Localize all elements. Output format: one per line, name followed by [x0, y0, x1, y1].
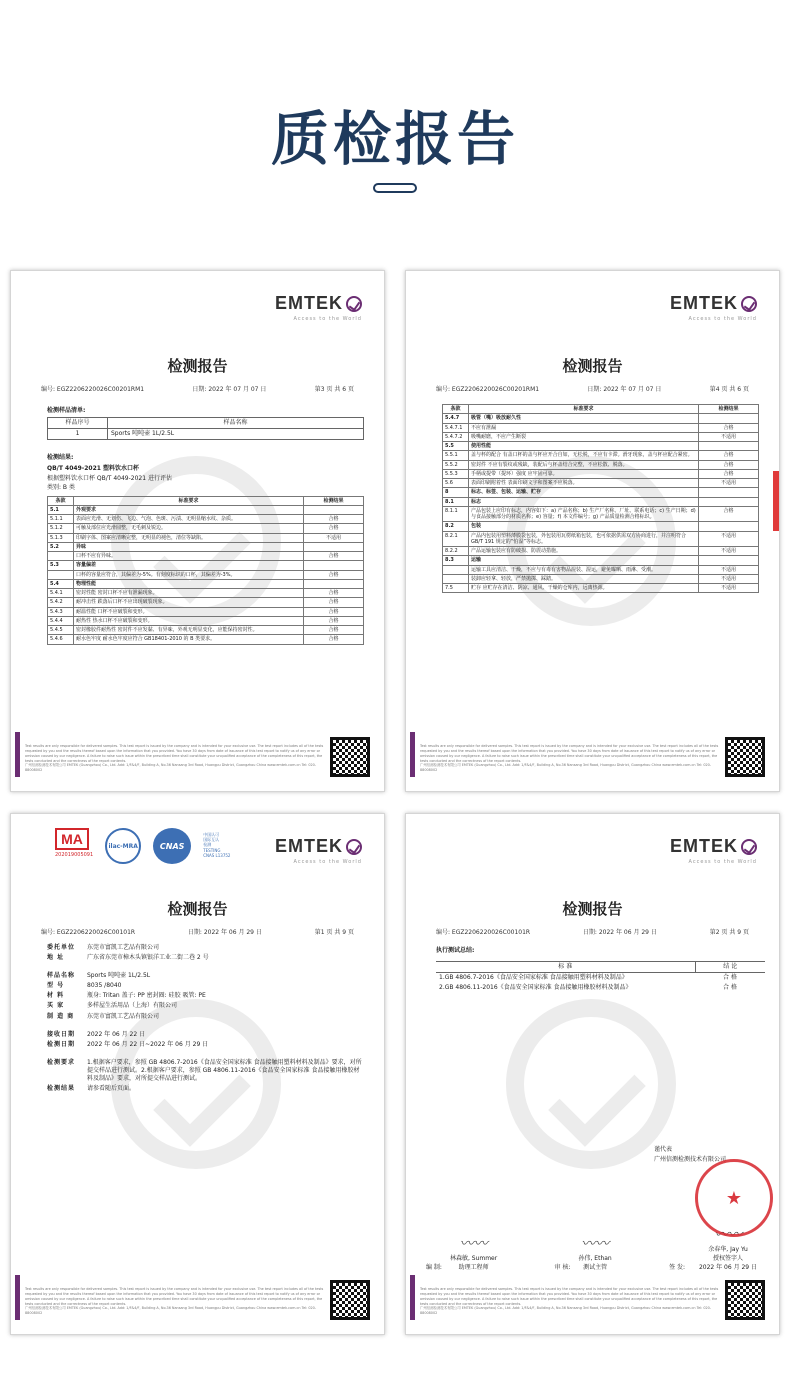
table-row: [48, 589, 364, 598]
table-cell: 合格: [304, 589, 364, 598]
field-row: [47, 1085, 364, 1093]
table-row: [443, 469, 759, 478]
table-row: [443, 423, 759, 432]
table-cell: 表面印刷附着性 表面印刷文字和图案不应脱落。: [469, 479, 699, 488]
reviewer-name: 孙伟, Ethan: [578, 1255, 612, 1262]
table-cell: 8.1: [443, 497, 469, 506]
field-label: 检测要求: [47, 1058, 76, 1066]
sign-date: 2022 年 06 月 29 日: [698, 1264, 758, 1271]
standard-name: QB/T 4049-2021 塑料饮水口杯: [47, 465, 140, 473]
field-row: [47, 992, 364, 1000]
table-cell: 合格: [304, 552, 364, 561]
report-page-number: 第1 页 共 9 页: [314, 929, 354, 936]
table-cell: 耐水色牢度 耐水色牢度应符合 GB18401-2010 的 B 类要求。: [74, 635, 304, 644]
compiler-label: 编 制:: [426, 1264, 442, 1271]
table-cell: 耐冲击性 跌落后口杯不应出现破裂现象。: [74, 598, 304, 607]
table-header: 检测结果: [699, 405, 759, 414]
table-cell: 不适用: [699, 584, 759, 593]
report-page-number: 第3 页 共 6 页: [314, 386, 354, 393]
table-row: [48, 579, 364, 588]
report-date: 日期: 2022 年 07 月 07 日: [192, 386, 267, 393]
table-cell: 密封件 不应有裂纹或残缺，装配后与杯盖结合完整，不应松散、脱落。: [469, 460, 699, 469]
table-row: [443, 547, 759, 556]
table-cell: 合格: [699, 423, 759, 432]
table-cell: 口杯不应有异味。: [74, 552, 304, 561]
cma-badge: MA 202019005091: [55, 828, 93, 858]
issuer-role: 授权签字人: [712, 1255, 743, 1262]
field-value: 2022 年 06 月 22 日: [87, 1030, 146, 1038]
doc-title: 检测报告: [562, 900, 623, 918]
table-cell: [443, 565, 469, 574]
field-value: 东莞市富凯工艺品有限公司: [87, 1012, 160, 1020]
table-cell: [699, 488, 759, 497]
table-header: 条款: [443, 405, 469, 414]
field-row: [47, 1013, 364, 1021]
table-cell: 合格: [304, 635, 364, 644]
field-value: 广东省东莞市樟木头镇银洋工业二街二巷 2 号: [87, 954, 209, 962]
stamp-edge: [773, 471, 779, 531]
table-cell: 物理性能: [74, 579, 304, 588]
table-cell: 5.1.2: [48, 524, 74, 533]
table-cell: 5.4.5: [48, 626, 74, 635]
cnas-icon: CNAS: [153, 828, 191, 864]
table-cell: 5.4.4: [48, 616, 74, 625]
table-cell: 8.1.1: [443, 506, 469, 522]
table-cell: 密封性能 密封口杯不应有泄漏现象。: [74, 589, 304, 598]
table-cell: 5.1: [48, 505, 74, 514]
on-behalf: 谨代表: [654, 1146, 673, 1153]
table-cell: 密封橡胶件耐热性 密封件不应发黏、有异味，外观无明显变化，应能保持密封性。: [74, 626, 304, 635]
table-row: [48, 533, 364, 542]
table-cell: 标志、标签、包装、运输、贮存: [469, 488, 699, 497]
table-cell: 不适用: [699, 565, 759, 574]
report-footer: Test results are only responsible for delivered samples. This test report is issued by the company and is intended for your exclusive use. The test report includes all of the tests requested by you and the results thereof based upon the information that you provided. You have 30 days from date of issuance of this test report to notify us of any error or omission caused by our negligence. A failure to raise such issue within the prescribed time shall constitute your unqualified acceptance of the completeness of this report, the tests conducted and the correctness of the report contents. 广州信测检测技术有限公司 EMTEK (Guangzhou) Co., Ltd. Add: 1/F&4/F, Building A, No.36 Nansang 3rd Road, Huangpu District, Guangzhou China www.emtek.com.cn Tel: 020-88008002: [11, 1272, 384, 1320]
reviewer-label: 审 核:: [554, 1264, 571, 1271]
table-cell: 8: [443, 488, 469, 497]
table-row: [443, 584, 759, 593]
table-cell: 合格: [304, 626, 364, 635]
field-label: 买 家: [47, 1002, 65, 1010]
qr-code-icon: [725, 1280, 765, 1320]
table-row: [48, 524, 364, 533]
report-meta: [41, 384, 354, 393]
table-cell: [304, 542, 364, 551]
table-cell: 合格: [304, 515, 364, 524]
field-row: [47, 972, 364, 980]
table-cell: 5.3: [48, 561, 74, 570]
field-label: 接收日期: [47, 1030, 76, 1038]
table-cell: 容量偏差: [74, 561, 304, 570]
doc-title: 检测报告: [562, 357, 623, 375]
ilac-mra-icon: ilac-MRA: [105, 828, 141, 864]
table-cell: 产品包装上应印有标志，内容如下：a) 产品名称；b) 生产厂名称、厂址、联系电话；c) 生产日期；d) 与食品接触部分的材质名称；e) 容量；f) 本文件编号；g) 产品质量检测合格标识。: [469, 506, 699, 522]
issuer-label: 签 发:: [669, 1264, 685, 1271]
field-row: [47, 982, 364, 990]
report-meta: [41, 927, 354, 936]
table-row: [48, 626, 364, 635]
table-cell: 盖与杯的配合 有盖口杯的盖与杯应开合自如，无松脱，不应有卡滞。滑牙现象，盖与杯应配合紧密。: [469, 451, 699, 460]
emtek-check-icon: [741, 839, 757, 855]
field-value: 8035 /8040: [87, 982, 122, 990]
table-cell: 印刷字体、图案应清晰完整，无明显的褪色，清位等缺陷。: [74, 533, 304, 542]
spec-table: [442, 404, 759, 593]
table-cell: 5.4.7: [443, 414, 469, 423]
table-cell: 合格: [304, 598, 364, 607]
table-cell: 5.4.1: [48, 589, 74, 598]
table-header: 标准要求: [74, 496, 304, 505]
field-label: 检测结果: [47, 1085, 76, 1093]
spec-table: [47, 496, 364, 645]
table-row: [443, 451, 759, 460]
doc-title: 检测报告: [167, 357, 228, 375]
table-header: 检测结果: [304, 496, 364, 505]
report-page-4: [405, 813, 780, 1335]
report-page-number: 第4 页 共 6 页: [709, 386, 749, 393]
report-date: 日期: 2022 年 06 月 29 日: [187, 929, 262, 936]
table-cell: 合格: [699, 451, 759, 460]
table-cell: [699, 556, 759, 565]
report-meta: [436, 384, 749, 393]
field-value: 请参看随后页面。: [87, 1085, 136, 1093]
table-cell: 5.1.1: [48, 515, 74, 524]
table-cell: 5.6: [443, 479, 469, 488]
report-meta: [436, 927, 749, 936]
table-cell: 5.4.2: [48, 598, 74, 607]
footer-bar: [410, 732, 415, 777]
table-cell: 5.1.3: [48, 533, 74, 542]
compiler-role: 助理工程师: [458, 1264, 489, 1271]
table-row: [443, 488, 759, 497]
summary-table: 标 准 结 论 1.GB 4806.7-2016《食品安全国家标准 食品接触用塑料材料及制品》 合 格 2.GB 4806.11-2016《食品安全国家标准 食品接触用橡胶材料及制品》 合 格: [436, 961, 765, 993]
table-cell: [699, 497, 759, 506]
table-row: [48, 561, 364, 570]
table-cell: 5.5.2: [443, 460, 469, 469]
report-date: 日期: 2022 年 06 月 29 日: [582, 929, 657, 936]
emtek-logo: EMTEK Access to the World: [275, 293, 362, 322]
table-cell: 使用性能: [469, 442, 699, 451]
report-number: 编号: EGZ2206220026C00201RM1: [41, 386, 145, 393]
table-row: [48, 598, 364, 607]
reviewer-signature-icon: 〰〰: [581, 1236, 610, 1252]
table-cell: 贮存 应贮存在清洁、阴凉、通风、干燥的仓库内，远离热源。: [469, 584, 699, 593]
table-cell: 合格: [304, 524, 364, 533]
qr-code-icon: [725, 737, 765, 777]
table-row: [443, 414, 759, 423]
table-row: [48, 515, 364, 524]
table-row: [48, 635, 364, 644]
table-header: 标准要求: [469, 405, 699, 414]
table-cell: 吸管（嘴）吸放耐久性: [469, 414, 699, 423]
result-title: 检测结果:: [47, 454, 74, 462]
table-row: [443, 565, 759, 574]
field-row: [47, 954, 364, 962]
table-cell: 包装: [469, 522, 699, 531]
table-cell: 合格: [304, 616, 364, 625]
emtek-logo: EMTEK Access to the World: [275, 836, 362, 865]
report-page-3: [10, 813, 385, 1335]
table-cell: [48, 552, 74, 561]
table-cell: 5.2: [48, 542, 74, 551]
table-cell: [304, 561, 364, 570]
emtek-logo: EMTEK Access to the World: [670, 293, 757, 322]
table-cell: [699, 414, 759, 423]
exec-summary-title: 执行测试总结:: [436, 947, 475, 954]
table-cell: [304, 505, 364, 514]
table-cell: 5.5.3: [443, 469, 469, 478]
table-cell: 标志: [469, 497, 699, 506]
footer-bar: [15, 732, 20, 777]
table-cell: 吸嘴耐磨，不应产生断裂: [469, 432, 699, 441]
table-row: [443, 497, 759, 506]
table-cell: 8.2.1: [443, 531, 469, 547]
table-row: [443, 460, 759, 469]
emtek-check-icon: [741, 296, 757, 312]
emtek-check-icon: [346, 839, 362, 855]
table-row: [48, 616, 364, 625]
table-row: [443, 506, 759, 522]
table-cell: [48, 570, 74, 579]
field-value: 多样屋生活用品（上海）有限公司: [87, 1002, 178, 1010]
cnas-info: 中国认可 国际互认 检测 TESTING CNAS L13752: [203, 832, 231, 858]
issuer-name: 余春华, Jay Yu: [708, 1246, 748, 1253]
footer-bar: [15, 1275, 20, 1320]
table-cell: 5.4: [48, 579, 74, 588]
table-cell: 外观要求: [74, 505, 304, 514]
footer-bar: [410, 1275, 415, 1320]
table-cell: 运输工具应清洁、干燥，不应与有毒有害物品混装、混运，避免曝晒、雨淋、受潮。: [469, 565, 699, 574]
report-footer: Test results are only responsible for delivered samples. This test report is issued by the company and is intended for your exclusive use. The test report includes all of the tests requested by you and the results thereof based upon the information that you provided. You have 30 days from date of issuance of this test report to notify us of any error or omission caused by our negligence. A failure to raise such issue within the prescribed time shall constitute your unqualified acceptance of the completeness of this report, the tests conducted and the correctness of the report contents. 广州信测检测技术有限公司 EMTEK (Guangzhou) Co., Ltd. Add: 1/F&4/F, Building A, No.36 Nansang 3rd Road, Huangpu District, Guangzhou China www.emtek.com.cn Tel: 020-88008002: [406, 729, 779, 777]
field-value: 2022 年 06 月 22 日~2022 年 06 月 29 日: [87, 1040, 209, 1048]
field-row: [47, 1041, 364, 1049]
table-cell: 合格: [699, 460, 759, 469]
table-row: [48, 552, 364, 561]
sample-list-title: 检测样品清单:: [47, 407, 86, 414]
table-cell: 5.4.7.1: [443, 423, 469, 432]
table-cell: 5.5.1: [443, 451, 469, 460]
table-cell: 合格: [699, 506, 759, 522]
field-row: [47, 1031, 364, 1039]
table-cell: 表面应光滑、无划伤、飞边、气泡、色斑、污渍、无明显缩水纹、杂质。: [74, 515, 304, 524]
table-row: [443, 574, 759, 583]
emtek-logo: EMTEK Access to the World: [670, 836, 757, 865]
report-page-number: 第2 页 共 9 页: [709, 929, 749, 936]
title-underline: [373, 183, 417, 193]
table-row: [443, 479, 759, 488]
report-footer: Test results are only responsible for delivered samples. This test report is issued by the company and is intended for your exclusive use. The test report includes all of the tests requested by you and the results thereof based upon the information that you provided. You have 30 days from date of issuance of this test report to notify us of any error or omission caused by our negligence. A failure to raise such issue within the prescribed time shall constitute your unqualified acceptance of the completeness of this report, the tests conducted and the correctness of the report contents. 广州信测检测技术有限公司 EMTEK (Guangzhou) Co., Ltd. Add: 1/F&4/F, Building A, No.36 Nansang 3rd Road, Huangpu District, Guangzhou China www.emtek.com.cn Tel: 020-88008002: [11, 729, 384, 777]
table-cell: 不适用: [699, 479, 759, 488]
report-date: 日期: 2022 年 07 月 07 日: [587, 386, 662, 393]
table-cell: 不适用: [699, 531, 759, 547]
table-cell: 产品运输包装应有防破损、防震动措施。: [469, 547, 699, 556]
table-cell: 运输: [469, 556, 699, 565]
table-cell: 不适用: [699, 574, 759, 583]
page-title: 质检报告: [270, 105, 519, 173]
watermark-icon: [506, 999, 676, 1169]
report-number: 编号: EGZ2206220026C00101R: [436, 929, 531, 936]
table-row: [48, 542, 364, 551]
table-cell: 合格: [699, 469, 759, 478]
table-cell: 不适用: [699, 432, 759, 441]
table-cell: 装卸应轻拿、轻放，严禁抛掷、踩踏。: [469, 574, 699, 583]
report-number: 编号: EGZ2206220026C00101R: [41, 929, 136, 936]
table-row: 1.GB 4806.7-2016《食品安全国家标准 食品接触用塑料材料及制品》 合 格: [439, 974, 737, 982]
table-cell: 手柄或提带（提环）强度 应牢固可靠。: [469, 469, 699, 478]
table-row: 2.GB 4806.11-2016《食品安全国家标准 食品接触用橡胶材料及制品》 合 格: [439, 984, 737, 992]
doc-title: 检测报告: [167, 900, 228, 918]
table-cell: 5.5: [443, 442, 469, 451]
field-label: 材 料: [47, 992, 65, 1000]
table-cell: [699, 522, 759, 531]
table-cell: 8.2.2: [443, 547, 469, 556]
table-cell: 不适用: [304, 533, 364, 542]
table-cell: 5.4.7.2: [443, 432, 469, 441]
table-cell: [699, 442, 759, 451]
basis-text: 根据塑料饮水口杯 QB/T 4049-2021 进行评估: [47, 475, 172, 483]
field-row: [47, 944, 364, 952]
qr-code-icon: [330, 737, 370, 777]
report-footer: Test results are only responsible for delivered samples. This test report is issued by the company and is intended for your exclusive use. The test report includes all of the tests requested by you and the results thereof based upon the information that you provided. You have 30 days from date of issuance of this test report to notify us of any error or omission caused by our negligence. A failure to raise such issue within the prescribed time shall constitute your unqualified acceptance of the completeness of this report, the tests conducted and the correctness of the report contents. 广州信测检测技术有限公司 EMTEK (Guangzhou) Co., Ltd. Add: 1/F&4/F, Building A, No.36 Nansang 3rd Road, Huangpu District, Guangzhou China www.emtek.com.cn Tel: 020-88008002: [406, 1272, 779, 1320]
category-text: 类别: B 类: [47, 483, 75, 491]
table-cell: 产品内包装用塑料薄膜袋包装，外包装用瓦楞纸箱包装，也可依据供需双方协商进行，并注明符合 GB/T 191 规定的“怕湿”等标志。: [469, 531, 699, 547]
qr-code-icon: [330, 1280, 370, 1320]
table-row: [48, 607, 364, 616]
issuer-company: 广州信测检测技术有限公司: [654, 1156, 727, 1163]
field-label: 样品名称: [47, 972, 76, 980]
sample-table: 样品序号 样品名称 1 Sports 吨吨壶 1L/2.5L: [47, 417, 364, 440]
issuer-signature-icon: 〰〰: [714, 1227, 742, 1243]
table-cell: 异味: [74, 542, 304, 551]
field-label: 委托单位: [47, 944, 76, 951]
report-page-1: [10, 270, 385, 792]
report-number: 编号: EGZ2206220026C00201RM1: [436, 386, 540, 393]
table-row: [443, 522, 759, 531]
reviewer-role: 测试主管: [583, 1264, 608, 1271]
compiler-name: 林森敏, Summer: [449, 1255, 498, 1262]
table-row: [443, 556, 759, 565]
table-cell: [443, 574, 469, 583]
company-seal-icon: ★: [695, 1159, 773, 1237]
field-row: [47, 1059, 364, 1083]
table-row: [443, 432, 759, 441]
table-cell: 合格: [304, 607, 364, 616]
table-cell: 8.2: [443, 522, 469, 531]
table-cell: 8.3: [443, 556, 469, 565]
field-value: 东莞市富凯工艺品有限公司: [87, 944, 160, 951]
table-cell: 口杯的容量应符合，其偏差为-5%。有刻度标识的口杯，其偏差为-3%。: [74, 570, 304, 579]
field-value: 瓶身: Tritan 盖子: PP 密封圈: 硅胶 吸管: PE: [87, 992, 206, 1000]
table-cell: 5.4.6: [48, 635, 74, 644]
cma-logo-icon: MA: [55, 828, 89, 850]
table-cell: 7.5: [443, 584, 469, 593]
table-cell: 不适用: [699, 547, 759, 556]
table-cell: 耐温性能 口杯不应破裂和变形。: [74, 607, 304, 616]
field-value: 1.根据客户要求，参照 GB 4806.7-2016《食品安全国家标准 食品接触用塑料材料及制品》要求，对所提交样品进行测试。2.根据客户要求，参照 GB 4806.11-2016《食品安全国家标准 食品接触用橡胶材料及制品》要求，对所提交样品进行测试。: [87, 1058, 362, 1083]
field-row: [47, 1002, 364, 1010]
table-row: [48, 505, 364, 514]
field-value: Sports 吨吨壶 1L/2.5L: [87, 972, 151, 980]
compiler-signature-icon: 〰〰: [459, 1236, 488, 1252]
field-label: 检测日期: [47, 1040, 76, 1048]
accreditation-badges: [55, 828, 230, 864]
table-row: [443, 531, 759, 547]
emtek-check-icon: [346, 296, 362, 312]
report-page-2: [405, 270, 780, 792]
table-row: [48, 570, 364, 579]
field-label: 制 造 商: [47, 1012, 75, 1020]
table-cell: 5.4.3: [48, 607, 74, 616]
table-row: [443, 442, 759, 451]
table-cell: 合格: [304, 570, 364, 579]
table-cell: 耐热性 热水口杯不应破裂和变形。: [74, 616, 304, 625]
field-label: 型 号: [47, 982, 65, 990]
table-cell: [304, 579, 364, 588]
table-cell: 不应有泄漏: [469, 423, 699, 432]
table-header: 条款: [48, 496, 74, 505]
table-cell: 可触及部位应光滑圆整，无毛刺及锐边。: [74, 524, 304, 533]
field-label: 地 址: [47, 954, 65, 962]
